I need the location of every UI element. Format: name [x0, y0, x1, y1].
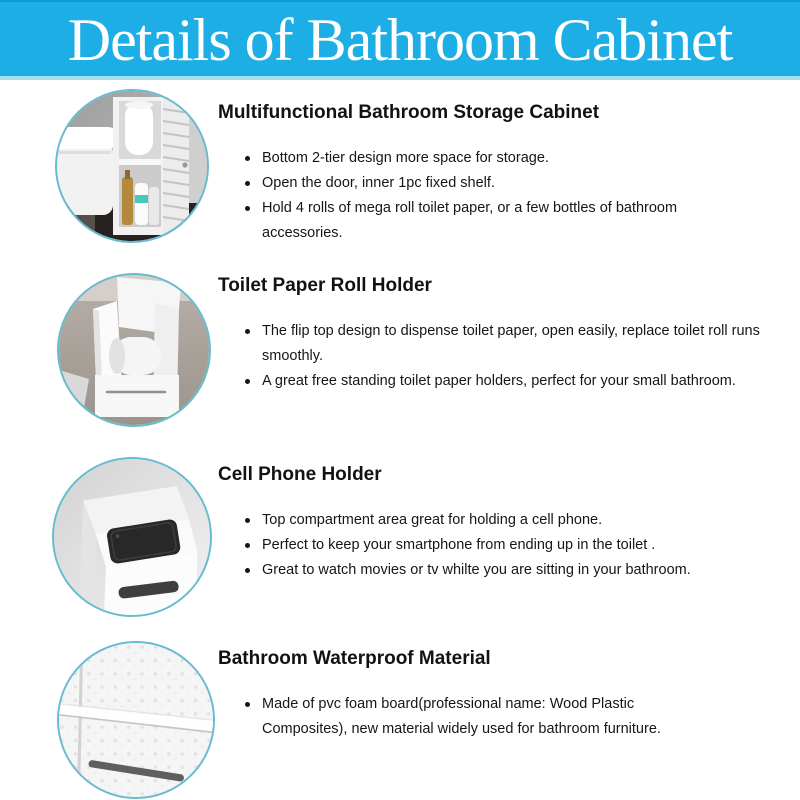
bullet-item: Made of pvc foam board(professional name: Wood Plastic Composites), new material widely used for bathroom furniture.	[218, 692, 702, 742]
storage-cabinet-photo	[55, 89, 209, 243]
bullet-item: A great free standing toilet paper holders, perfect for your small bathroom.	[218, 369, 787, 394]
bullet-item: Great to watch movies or tv whilte you are sitting in your bathroom.	[218, 558, 722, 583]
bullet-item: Bottom 2-tier design more space for storage.	[218, 146, 717, 171]
section-heading: Multifunctional Bathroom Storage Cabinet	[218, 102, 600, 123]
section-storage-cabinet	[218, 100, 778, 246]
header-banner	[0, 0, 800, 80]
bullet-item: Open the door, inner 1pc fixed shelf.	[218, 171, 717, 196]
waterproof-material-photo	[57, 641, 215, 799]
phone-holder-illustration	[54, 459, 210, 615]
section-heading: Cell Phone Holder	[218, 464, 382, 485]
roll-holder-illustration	[59, 275, 209, 425]
cell-phone-holder-photo	[52, 457, 212, 617]
section-roll-holder	[218, 273, 778, 394]
storage-cabinet-illustration	[57, 91, 207, 241]
toilet-paper-roll-holder-photo	[57, 273, 211, 427]
bullet-item: Top compartment area great for holding a cell phone.	[218, 508, 722, 533]
section-waterproof-material	[218, 646, 778, 742]
bullet-item: Hold 4 rolls of mega roll toilet paper, or a few bottles of bathroom accessories.	[218, 196, 717, 246]
bullet-item: The flip top design to dispense toilet paper, open easily, replace toilet roll runs smoothly.	[218, 319, 787, 369]
section-heading: Bathroom Waterproof Material	[218, 648, 491, 669]
section-heading: Toilet Paper Roll Holder	[218, 275, 432, 296]
material-closeup-illustration	[59, 643, 213, 797]
section-phone-holder	[218, 462, 778, 583]
page-title: Details of Bathroom Cabinet	[67, 7, 733, 73]
bullet-list	[218, 508, 722, 583]
bullet-list	[218, 319, 787, 394]
bullet-list	[218, 146, 717, 246]
bullet-list	[218, 692, 702, 742]
bullet-item: Perfect to keep your smartphone from ending up in the toilet .	[218, 533, 722, 558]
